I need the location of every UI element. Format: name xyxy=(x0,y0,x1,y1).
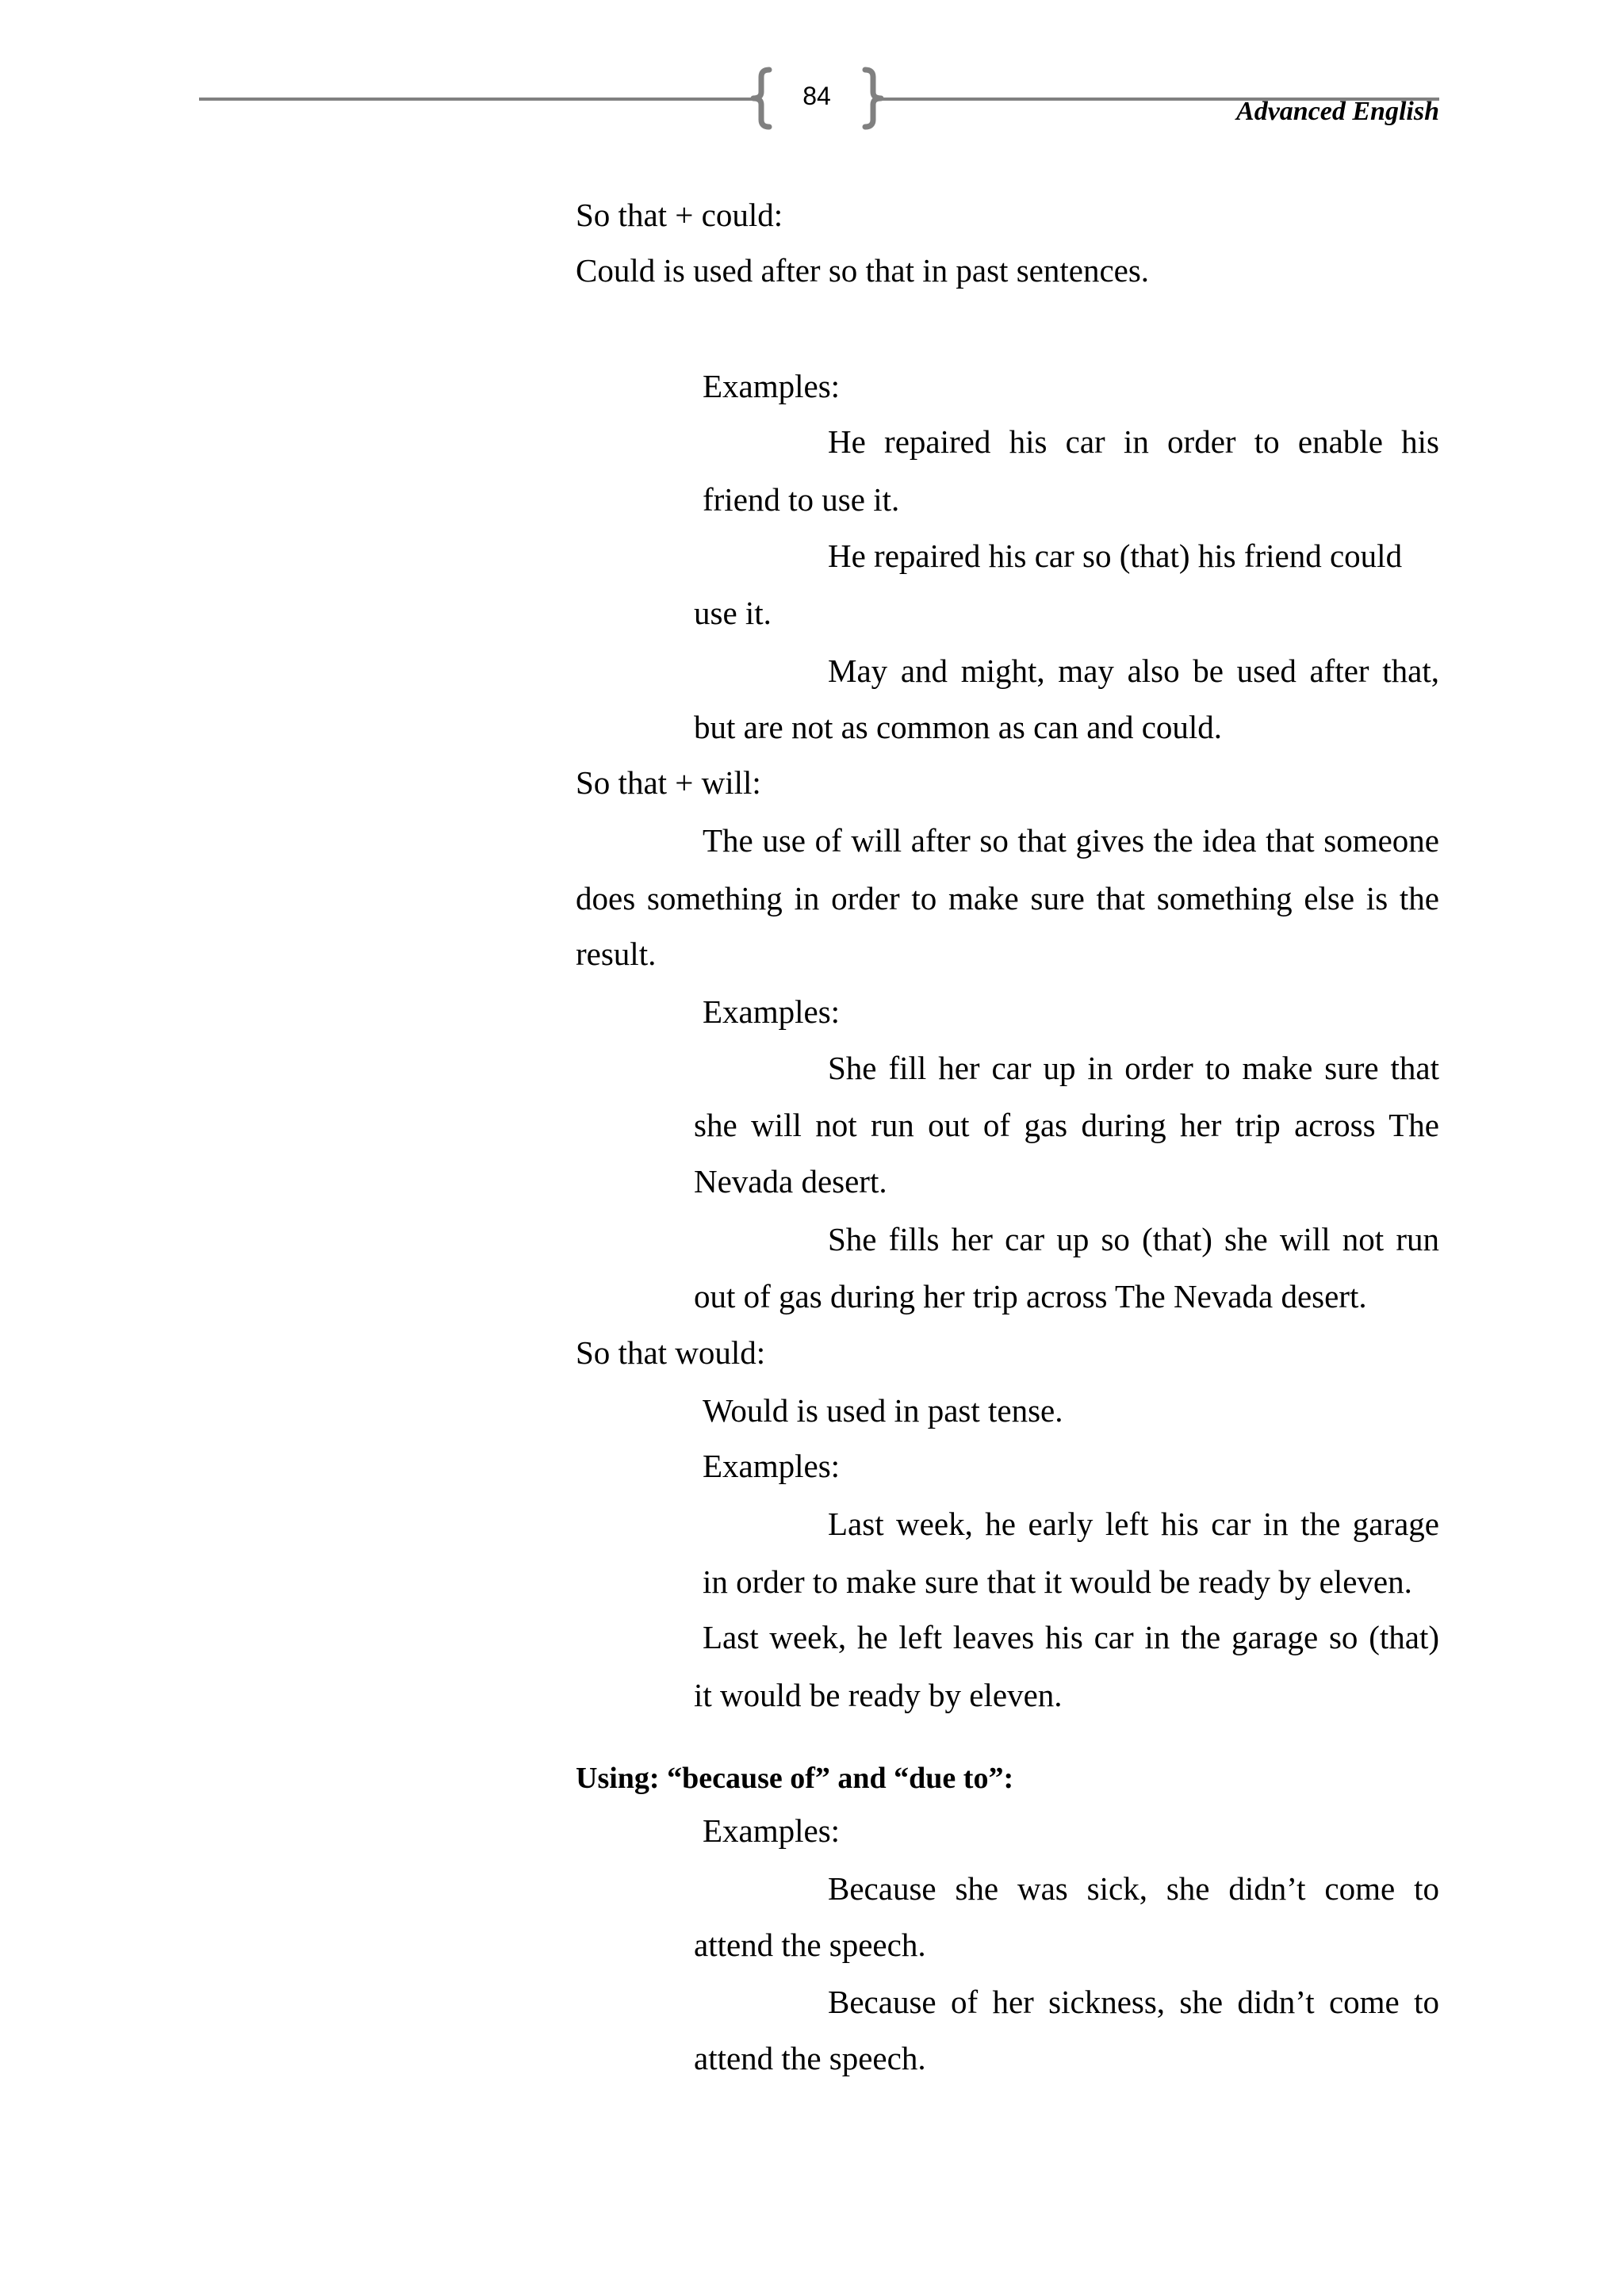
body-text-line: result. xyxy=(576,936,657,972)
example-sentence-line: in order to make sure that it would be ready by eleven. xyxy=(703,1563,1412,1600)
examples-label: Examples: xyxy=(703,368,841,404)
page-header-decoration xyxy=(0,0,1624,159)
example-sentence-line: She fill her car up in order to make sure that xyxy=(828,1050,1439,1086)
note-line: May and might, may also be used after that, xyxy=(828,652,1439,689)
example-sentence-line: Because she was sick, she didn’t come to xyxy=(828,1870,1439,1907)
right-brace-icon xyxy=(865,70,881,127)
example-sentence-line: it would be ready by eleven. xyxy=(694,1677,1063,1713)
section-heading: So that would: xyxy=(576,1334,766,1371)
example-sentence-line: Last week, he left leaves his car in the garage so (that) xyxy=(703,1619,1439,1655)
example-sentence-line: friend to use it. xyxy=(703,481,900,518)
example-sentence-line: Nevada desert. xyxy=(694,1163,887,1200)
body-text-line: The use of will after so that gives the idea that someone xyxy=(703,822,1439,859)
running-title: Advanced English xyxy=(1236,97,1439,126)
example-sentence-line: Last week, he early left his car in the garage xyxy=(828,1506,1439,1542)
examples-label: Examples: xyxy=(703,1448,841,1484)
left-brace-icon xyxy=(753,70,769,127)
body-text-line: does something in order to make sure that something else is the xyxy=(576,880,1439,916)
section-heading: So that + could: xyxy=(576,197,783,233)
example-sentence-line: Because of her sickness, she didn’t come to xyxy=(828,1984,1439,2020)
body-text-line: Could is used after so that in past sentences. xyxy=(576,252,1150,289)
example-sentence-line: She fills her car up so (that) she will not run xyxy=(828,1221,1439,1257)
example-sentence-line: attend the speech. xyxy=(694,2040,926,2076)
example-sentence-line: He repaired his car so (that) his friend could xyxy=(828,538,1403,574)
note-line: but are not as common as can and could. xyxy=(694,709,1223,745)
body-text-line: Would is used in past tense. xyxy=(703,1392,1063,1429)
example-sentence-line: attend the speech. xyxy=(694,1927,926,1963)
example-sentence-line: use it. xyxy=(694,595,772,631)
example-sentence-line: she will not run out of gas during her trip across The xyxy=(694,1107,1439,1143)
example-sentence-line: He repaired his car in order to enable his xyxy=(828,423,1439,460)
examples-label: Examples: xyxy=(703,1812,841,1849)
section-heading: So that + will: xyxy=(576,764,761,801)
example-sentence-line: out of gas during her trip across The Nevada desert. xyxy=(694,1278,1367,1314)
bold-subheading: Using: “because of” and “due to”: xyxy=(576,1762,1014,1795)
examples-label: Examples: xyxy=(703,993,841,1030)
page-number: 84 xyxy=(802,82,831,110)
